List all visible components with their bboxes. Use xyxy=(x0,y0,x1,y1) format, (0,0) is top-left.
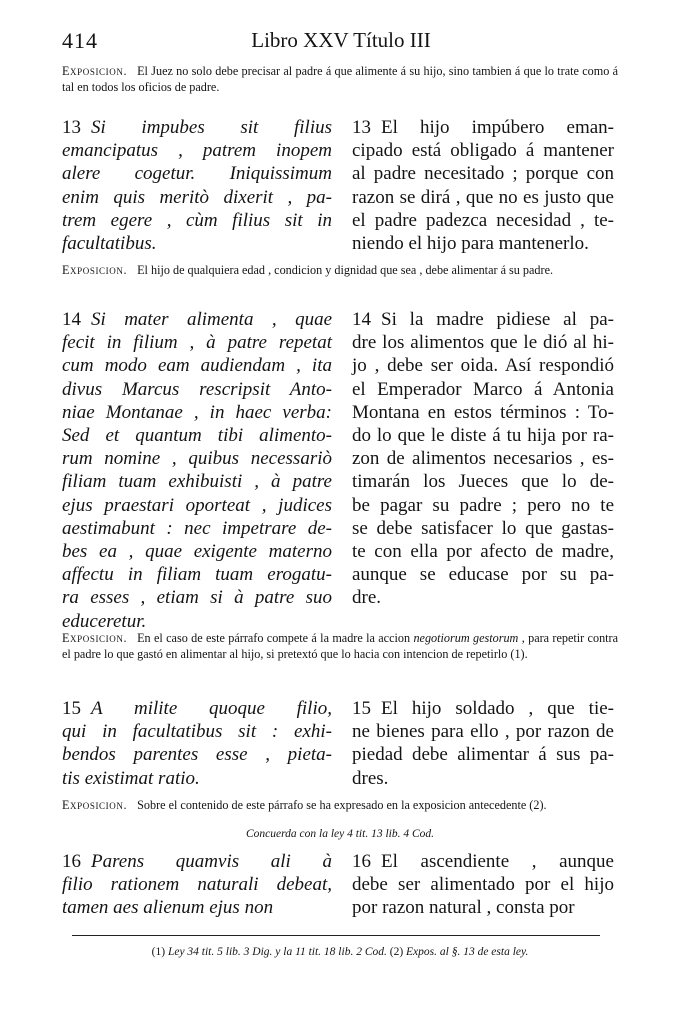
latin-text-line xyxy=(62,697,332,720)
latin-text-line xyxy=(62,447,332,470)
line-text: se debe satisfacer lo que gastas- xyxy=(352,517,614,539)
latin-text-line xyxy=(62,850,332,873)
line-text: jo , debe ser oida. Así respondió xyxy=(352,355,614,377)
paragraph-number: 13 xyxy=(62,117,81,138)
spanish-text-line xyxy=(352,401,614,424)
spanish-text-line xyxy=(352,424,614,447)
spanish-column-14 xyxy=(352,308,614,610)
spanish-text-line xyxy=(352,743,614,766)
spanish-text-line xyxy=(352,186,614,209)
paragraph-number: 15 xyxy=(352,698,371,719)
line-text: do lo que le diste á tu hija por ra- xyxy=(352,425,614,447)
latin-text-line xyxy=(62,139,332,162)
line-text: al padre necesitado ; porque con xyxy=(352,163,614,185)
exposition-label: Exposicion. xyxy=(62,64,128,78)
line-text: el padre padezca necesidad , te- xyxy=(352,209,614,231)
exposition-text: El hijo de qualquiera edad , condicion y dignidad que sea , debe alimentar á su padre. xyxy=(137,263,554,277)
line-text: enim quis meritò dixerit , pa- xyxy=(62,186,332,208)
spanish-text-line xyxy=(352,470,614,493)
spanish-text-line xyxy=(352,563,614,586)
line-text: bes ea , quae exigente materno xyxy=(62,541,332,563)
line-text: Si impubes sit filius xyxy=(91,117,332,138)
spanish-column-16 xyxy=(352,850,614,920)
line-text: Sed et quantum tibi alimento- xyxy=(62,425,332,447)
spanish-text-line xyxy=(352,378,614,401)
line-text: alere cogetur. Iniquissimum xyxy=(62,163,332,185)
latin-text-line xyxy=(62,378,332,401)
exposition-1 xyxy=(62,63,618,95)
line-text: ra esses , etiam si à patre suo xyxy=(62,587,332,609)
line-text: Parens quamvis ali à xyxy=(91,851,332,872)
latin-column-13 xyxy=(62,116,332,255)
line-text: El hijo soldado , que tie- xyxy=(381,698,614,719)
spanish-text-line xyxy=(352,873,614,896)
line-text: filiam tuam exhibuisti , à patre xyxy=(62,471,332,493)
spanish-text-line xyxy=(352,447,614,470)
line-text: be pagar su padre ; pero no te xyxy=(352,494,614,516)
footnote-2-text: Expos. al §. 13 de esta ley. xyxy=(406,946,529,958)
line-text: ejus praestari oporteat , judices xyxy=(62,494,332,516)
latin-text-line xyxy=(62,896,332,919)
spanish-text-line xyxy=(352,517,614,540)
line-text: fecit in filium , à patre repetat xyxy=(62,332,332,354)
paragraph-number: 14 xyxy=(62,309,81,330)
latin-text-line xyxy=(62,162,332,185)
spanish-text-line xyxy=(352,331,614,354)
line-text: aestimabunt : nec impetrare de- xyxy=(62,517,332,539)
line-text: aunque se educase por su pa- xyxy=(352,564,614,586)
line-text: facultatibus. xyxy=(62,233,157,255)
latin-text-line xyxy=(62,308,332,331)
latin-text-line xyxy=(62,401,332,424)
line-text: emancipatus , patrem inopem xyxy=(62,140,332,162)
line-text: Si la madre pidiese al pa- xyxy=(381,309,614,330)
line-text: el Emperador Marco á Antonia xyxy=(352,378,614,400)
spanish-text-line xyxy=(352,720,614,743)
spanish-column-15 xyxy=(352,697,614,790)
line-text: zon de alimentos necesarios , es- xyxy=(352,448,614,470)
footnotes xyxy=(62,946,618,958)
line-text: razon se dirá , que no es justo que xyxy=(352,186,614,208)
latin-text-line xyxy=(62,540,332,563)
footnote-1-mark: (1) xyxy=(151,946,166,958)
exposition-label: Exposicion. xyxy=(62,798,128,812)
latin-column-16 xyxy=(62,850,332,920)
line-text: affectu in filiam tuam erogatu- xyxy=(62,564,332,586)
line-text: bendos parentes esse , pieta- xyxy=(62,744,332,766)
spanish-text-line xyxy=(352,540,614,563)
line-text: Si mater alimenta , quae xyxy=(91,309,332,330)
spanish-text-line xyxy=(352,354,614,377)
exposition-label: Exposicion. xyxy=(62,263,128,277)
latin-text-line xyxy=(62,116,332,139)
line-text: rum nomine , quibus necessariò xyxy=(62,448,332,470)
line-text: tamen aes alienum ejus non xyxy=(62,897,274,919)
spanish-column-13 xyxy=(352,116,614,255)
line-text: niae Montanae , in haec verba: xyxy=(62,401,332,423)
exposition-4 xyxy=(62,797,618,813)
line-text: tis existimat ratio. xyxy=(62,767,200,789)
latin-text-line xyxy=(62,767,332,790)
line-text: Montana en estos términos : To- xyxy=(352,401,614,423)
line-text: cum modo eam audiendam , ita xyxy=(62,355,332,377)
line-text: niendo el hijo para mantenerlo. xyxy=(352,233,589,255)
concordance-note: Concuerda con la ley 4 tit. 13 lib. 4 Cod. xyxy=(245,828,435,840)
running-head: Libro XXV Título III xyxy=(251,28,431,52)
line-text: piedad debe alimentar á sus pa- xyxy=(352,744,614,766)
latin-text-line xyxy=(62,873,332,896)
paragraph-number: 16 xyxy=(62,851,81,872)
line-text: trem egere , cùm filius sit in xyxy=(62,209,332,231)
line-text: divus Marcus rescripsit Anto- xyxy=(62,378,332,400)
spanish-text-line xyxy=(352,209,614,232)
spanish-text-line xyxy=(352,494,614,517)
line-text: cipado está obligado á mantener xyxy=(352,140,614,162)
spanish-text-line xyxy=(352,767,614,790)
line-text: timarán los Jueces que lo de- xyxy=(352,471,614,493)
exposition-italic-term: negotiorum gestorum xyxy=(413,631,519,645)
line-text: A milite quoque filio, xyxy=(91,698,332,719)
page-header xyxy=(62,28,620,54)
spanish-text-line xyxy=(352,586,614,609)
latin-text-line xyxy=(62,517,332,540)
line-text: El ascendiente , aunque xyxy=(381,851,614,872)
line-text: dre los alimentos que le dió al hi- xyxy=(352,332,614,354)
line-text: te con ella por afecto de madre, xyxy=(352,541,614,563)
latin-text-line xyxy=(62,743,332,766)
latin-text-line xyxy=(62,424,332,447)
paragraph-number: 15 xyxy=(62,698,81,719)
latin-text-line xyxy=(62,563,332,586)
paragraph-number: 13 xyxy=(352,117,371,138)
spanish-text-line xyxy=(352,162,614,185)
spanish-text-line xyxy=(352,896,614,919)
latin-column-14 xyxy=(62,308,332,633)
spanish-text-line xyxy=(352,697,614,720)
latin-text-line xyxy=(62,494,332,517)
spanish-text-line xyxy=(352,850,614,873)
footnote-rule xyxy=(72,935,600,936)
page-number: 414 xyxy=(62,28,98,53)
paragraph-number: 16 xyxy=(352,851,371,872)
latin-text-line xyxy=(62,232,332,255)
latin-text-line xyxy=(62,331,332,354)
line-text: debe ser alimentado por el hijo xyxy=(352,874,614,896)
footnote-2-mark: (2) xyxy=(389,946,404,958)
line-text: dres. xyxy=(352,767,389,789)
latin-text-line xyxy=(62,209,332,232)
exposition-3 xyxy=(62,630,618,662)
exposition-text: Sobre el contenido de este párrafo se ha expresado en la exposicion antecedente (2). xyxy=(137,798,547,812)
exposition-text-b: , para repetir contra el padre lo que gastó en alimentar al hijo, si pretextó que lo hacia con intencion de repetirlo (1). xyxy=(62,631,619,661)
line-text: El hijo impúbero eman- xyxy=(381,117,614,138)
spanish-text-line xyxy=(352,116,614,139)
latin-text-line xyxy=(62,186,332,209)
latin-text-line xyxy=(62,586,332,609)
spanish-text-line xyxy=(352,139,614,162)
footnote-1-text: Ley 34 tit. 5 lib. 3 Dig. y la 11 tit. 18 lib. 2 Cod. xyxy=(167,946,387,958)
line-text: educeretur. xyxy=(62,610,147,632)
spanish-text-line xyxy=(352,308,614,331)
paragraph-number: 14 xyxy=(352,309,371,330)
latin-text-line xyxy=(62,720,332,743)
exposition-2 xyxy=(62,262,618,278)
line-text: qui in facultatibus sit : exhi- xyxy=(62,721,332,743)
latin-text-line xyxy=(62,354,332,377)
latin-text-line xyxy=(62,470,332,493)
exposition-text: El Juez no solo debe precisar al padre á que alimente á su hijo, sino tambien á que lo trate como á tal en todos los oficios de padre. xyxy=(62,64,618,94)
latin-column-15 xyxy=(62,697,332,790)
line-text: ne bienes para ello , por razon de xyxy=(352,721,614,743)
line-text: por razon natural , consta por xyxy=(352,897,575,919)
spanish-text-line xyxy=(352,232,614,255)
exposition-label: Exposicion. xyxy=(62,631,128,645)
line-text: dre. xyxy=(352,587,382,609)
exposition-text-a: En el caso de este párrafo compete á la madre la accion xyxy=(137,631,411,645)
line-text: filio rationem naturali debeat, xyxy=(62,874,332,896)
